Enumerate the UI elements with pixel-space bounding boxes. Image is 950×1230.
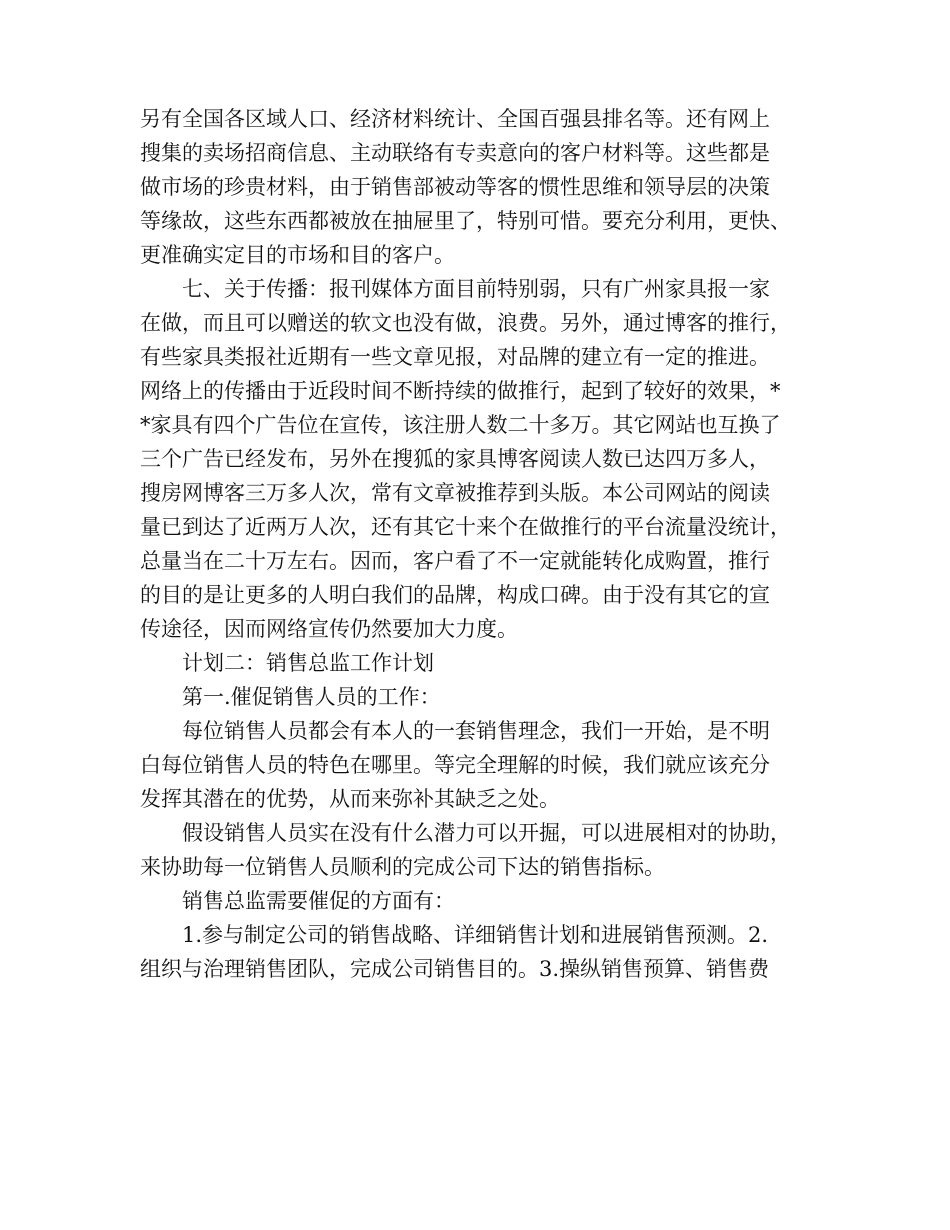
text-line: 搜房网博客三万多人次，常有文章被推荐到头版。本公司网站的阅读 bbox=[140, 481, 770, 505]
paragraph-start-line: 每位销售人员都会有本人的一套销售理念，我们一开始，是不明 bbox=[182, 719, 770, 743]
paragraph-start-line: 七、关于传播：报刊媒体方面目前特别弱，只有广州家具报一家 bbox=[182, 277, 770, 301]
text-line: 总量当在二十万左右。因而，客户看了不一定就能转化成购置，推行 bbox=[140, 549, 770, 573]
text-line: 组织与治理销售团队，完成公司销售目的。3.操纵销售预算、销售费 bbox=[140, 957, 770, 981]
text-line: 做市场的珍贵材料，由于销售部被动等客的惯性思维和领导层的决策 bbox=[140, 175, 770, 199]
text-line: 白每位销售人员的特色在哪里。等完全理解的时候，我们就应该充分 bbox=[140, 753, 770, 777]
text-line: *家具有四个广告位在宣传，该注册人数二十多万。其它网站也互换了 bbox=[140, 413, 781, 437]
text-line: 搜集的卖场招商信息、主动联络有专卖意向的客户材料等。这些都是 bbox=[140, 141, 770, 165]
paragraph-start-line: 假设销售人员实在没有什么潜力可以开掘，可以进展相对的协助， bbox=[182, 821, 791, 845]
text-line: 等缘故，这些东西都被放在抽屉里了，特别可惜。要充分利用，更快、 bbox=[140, 209, 791, 233]
section-heading: 计划二：销售总监工作计划 bbox=[182, 651, 434, 675]
text-line: 来协助每一位销售人员顺利的完成公司下达的销售指标。 bbox=[140, 855, 665, 879]
text-line: 更准确实定目的市场和目的客户。 bbox=[140, 243, 455, 267]
text-line: 传途径，因而网络宣传仍然要加大力度。 bbox=[140, 617, 518, 641]
text-line: 网络上的传播由于近段时间不断持续的做推行，起到了较好的效果，* bbox=[140, 379, 781, 403]
subsection-heading: 第一.催促销售人员的工作： bbox=[182, 685, 441, 709]
text-line: 量已到达了近两万人次，还有其它十来个在做推行的平台流量没统计， bbox=[140, 515, 791, 539]
document-body bbox=[140, 102, 830, 986]
text-line: 另有全国各区域人口、经济材料统计、全国百强县排名等。还有网上 bbox=[140, 107, 770, 131]
text-line: 在做，而且可以赠送的软文也没有做，浪费。另外，通过博客的推行， bbox=[140, 311, 791, 335]
paragraph-start-line: 1.参与制定公司的销售战略、详细销售计划和进展销售预测。2. bbox=[182, 923, 769, 947]
text-line: 有些家具类报社近期有一些文章见报，对品牌的建立有一定的推进。 bbox=[140, 345, 770, 369]
text-line: 三个广告已经发布，另外在搜狐的家具博客阅读人数已达四万多人， bbox=[140, 447, 770, 471]
text-line: 的目的是让更多的人明白我们的品牌，构成口碑。由于没有其它的宣 bbox=[140, 583, 770, 607]
text-line: 发挥其潜在的优势，从而来弥补其缺乏之处。 bbox=[140, 787, 560, 811]
paragraph-start-line: 销售总监需要催促的方面有： bbox=[182, 889, 455, 913]
